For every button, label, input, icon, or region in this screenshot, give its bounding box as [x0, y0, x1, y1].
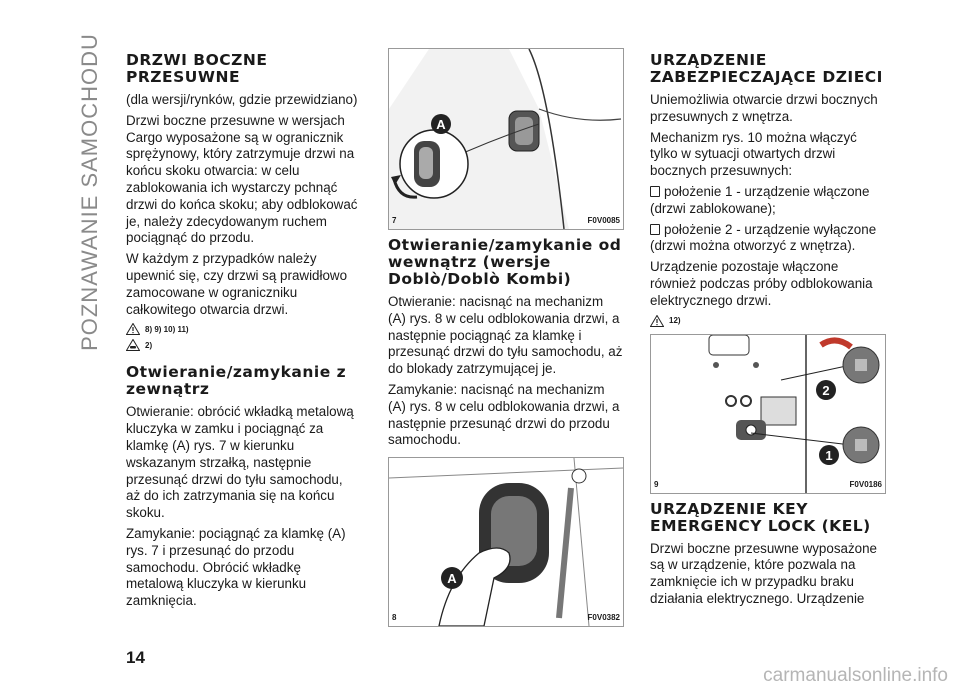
watermark: carmanualsonline.info	[763, 665, 948, 686]
figure-9-caption	[650, 480, 886, 489]
paragraph: Drzwi boczne przesuwne w wersjach Cargo wyposażone są w ogranicznik sprężynowy, który zatrzymuje drzwi na końcu skoku otwarcia: w celu zablokowania ich wystarczy pchnąć drzwi do końca skoku; aby odblokować je, należy zdecydowanym ruchem pociągnąć do przodu.	[126, 112, 358, 246]
warning-note: 2)	[126, 338, 358, 352]
paragraph: Drzwi boczne przesuwne wyposażone są w urządzenie, które pozwala na zamknięcie ich w przypadku braku działania elektrycznego. Urządzenie	[650, 540, 878, 606]
label-1: 1	[825, 447, 833, 463]
column-3	[650, 52, 886, 612]
checkbox-bullet-icon	[650, 186, 660, 197]
heading-child-lock: URZĄDZENIE ZABEZPIECZAJĄCE DZIECI	[650, 51, 883, 86]
heading-open-close-outside: Otwieranie/zamykanie z zewnątrz	[126, 363, 347, 399]
label-2: 2	[822, 382, 830, 398]
heading-open-close-inside: Otwieranie/zamykanie od wewnątrz (wersje Doblò/Doblò Kombi)	[388, 236, 622, 288]
figure-code: F0V0382	[587, 613, 620, 623]
child-lock-illustration	[651, 335, 885, 493]
paragraph: Zamykanie: pociągnąć za klamkę (A) rys. 7 i przesunąć do przodu samochodu. Obrócić wkładkę metalową kluczyka w kierunku zamknięcia.	[126, 525, 346, 609]
figure-number: 7	[392, 216, 397, 225]
paragraph: Zamykanie: nacisnąć na mechanizm (A) rys. 8 w celu odblokowania drzwi, a następnie przesunąć drzwi do przodu samochodu.	[388, 381, 620, 448]
column-1	[126, 52, 358, 614]
list-item: położenie 2 - urządzenie wyłączone (drzwi można otworzyć z wnętrza).	[650, 221, 877, 254]
page-number: 14	[126, 648, 145, 667]
warning-note: 8) 9) 10) 11)	[126, 322, 358, 336]
paragraph: Uniemożliwia otwarcie drzwi bocznych przesuwnych z wnętrza.	[650, 92, 878, 124]
list-item: położenie 1 - urządzenie włączone (drzwi zablokowane);	[650, 183, 870, 216]
figure-9	[650, 334, 886, 494]
figure-8-caption	[388, 613, 624, 622]
figure-code: F0V0186	[849, 479, 882, 489]
paragraph: Urządzenie pozostaje włączone również podczas próby odblokowania elektrycznego drzwi.	[650, 259, 873, 308]
figure-number: 9	[654, 479, 659, 489]
inner-handle-illustration	[389, 458, 623, 626]
figure-7	[388, 48, 624, 230]
paragraph: (dla wersji/rynków, gdzie przewidziano)	[126, 92, 358, 107]
label-a: A	[436, 117, 446, 132]
car-warning-icon	[126, 339, 140, 351]
paragraph: Otwieranie: obrócić wkładką metalową kluczyka w zamku i pociągnąć za klamkę (A) rys. 7 w kierunku wskazanym strzałką, następnie przesunąć drzwi do tyłu samochodu, aż do ich zatrzymania się na końcu skoku.	[126, 404, 354, 521]
column-2	[388, 48, 624, 622]
warning-triangle-icon	[126, 323, 140, 335]
label-a: A	[447, 571, 457, 587]
checkbox-bullet-icon	[650, 224, 660, 235]
paragraph: W każdym z przypadków należy upewnić się, czy drzwi są prawidłowo zamocowane w ograniczniku całkowitego otwarcia drzwi.	[126, 251, 348, 317]
chapter-title: POZNAWANIE SAMOCHODU	[77, 33, 102, 351]
door-handle-illustration	[389, 49, 623, 229]
warning-triangle-icon	[650, 315, 664, 327]
heading-kel: URZĄDZENIE KEY EMERGENCY LOCK (KEL)	[650, 499, 871, 535]
warning-note: 12)	[650, 314, 886, 328]
paragraph: Mechanizm rys. 10 można włączyć tylko w sytuacji otwartych drzwi bocznych przesuwnych:	[650, 129, 857, 179]
figure-number: 8	[392, 613, 397, 623]
figure-8	[388, 457, 624, 627]
heading-sliding-doors: DRZWI BOCZNE PRZESUWNE	[126, 51, 268, 86]
paragraph: Otwieranie: nacisnąć na mechanizm (A) rys. 8 w celu odblokowania drzwi, a następnie pociągnąć za klamkę i przesunąć drzwi do tyłu samochodu, aż do blokady zatrzymującej je.	[388, 294, 623, 377]
figure-code: F0V0085	[587, 216, 620, 225]
figure-7-caption	[388, 216, 624, 225]
